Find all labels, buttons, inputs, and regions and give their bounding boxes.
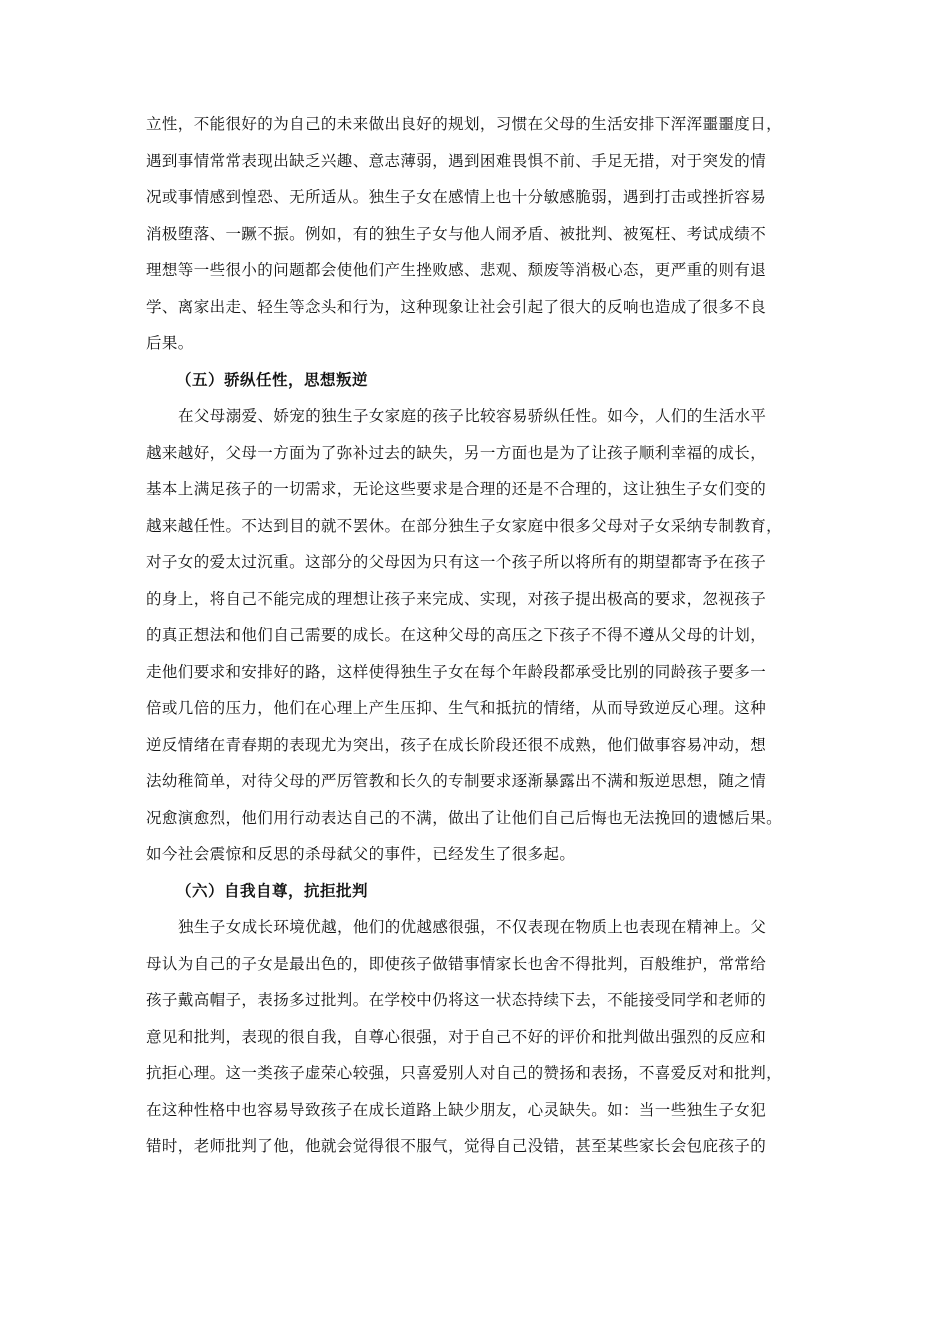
paragraph-line: 逆反情绪在青春期的表现尤为突出，孩子在成长阶段还很不成熟，他们做事容易冲动，想 [146,736,767,754]
section-heading: （五）骄纵任性，思想叛逆 [176,371,369,389]
paragraph-line: 对子女的爱太过沉重。这部分的父母因为只有这一个孩子所以将所有的期望都寄予在孩子 [146,553,767,571]
paragraph-line: 母认为自己的子女是最出色的，即使孩子做错事情家长也舍不得批判，百般维护，常常给 [146,955,767,973]
paragraph-line: 法幼稚简单，对待父母的严厉管教和长久的专制要求逐渐暴露出不满和叛逆思想，随之情 [146,772,767,790]
paragraph-line: 学、离家出走、轻生等念头和行为，这种现象让社会引起了很大的反响也造成了很多不良 [146,298,767,316]
paragraph-line: 在这种性格中也容易导致孩子在成长道路上缺少朋友，心灵缺失。如：当一些独生子女犯 [146,1101,767,1119]
paragraph-line: 在父母溺爱、娇宠的独生子女家庭的孩子比较容易骄纵任性。如今，人们的生活水平 [178,407,767,425]
paragraph-line: 如今社会震惊和反思的杀母弑父的事件，已经发生了很多起。 [146,845,576,863]
paragraph-line: 的真正想法和他们自己需要的成长。在这种父母的高压之下孩子不得不遵从父母的计划， [146,626,767,644]
paragraph-line: 意见和批判，表现的很自我，自尊心很强，对于自己不好的评价和批判做出强烈的反应和 [146,1028,767,1046]
paragraph-line: 理想等一些很小的问题都会使他们产生挫败感、悲观、颓废等消极心态，更严重的则有退 [146,261,767,279]
paragraph-line: 立性，不能很好的为自己的未来做出良好的规划，习惯在父母的生活安排下浑浑噩噩度日， [146,115,783,133]
paragraph-line: 的身上，将自己不能完成的理想让孩子来完成、实现，对孩子提出极高的要求，忽视孩子 [146,590,767,608]
paragraph-line: 况或事情感到惶恐、无所适从。独生子女在感情上也十分敏感脆弱，遇到打击或挫折容易 [146,188,767,206]
section-heading: （六）自我自尊，抗拒批判 [176,882,369,900]
paragraph-line: 况愈演愈烈，他们用行动表达自己的不满，做出了让他们自己后悔也无法挽回的遗憾后果。 [146,809,783,827]
paragraph-line: 越来越好，父母一方面为了弥补过去的缺失，另一方面也是为了让孩子顺利幸福的成长， [146,444,767,462]
paragraph-line: 孩子戴高帽子，表扬多过批判。在学校中仍将这一状态持续下去，不能接受同学和老师的 [146,991,767,1009]
paragraph-line: 倍或几倍的压力，他们在心理上产生压抑、生气和抵抗的情绪，从而导致逆反心理。这种 [146,699,767,717]
paragraph-line: 独生子女成长环境优越，他们的优越感很强，不仅表现在物质上也表现在精神上。父 [178,918,767,936]
paragraph-line: 遇到事情常常表现出缺乏兴趣、意志薄弱，遇到困难畏惧不前、手足无措，对于突发的情 [146,152,767,170]
paragraph-line: 抗拒心理。这一类孩子虚荣心较强，只喜爱别人对自己的赞扬和表扬，不喜爱反对和批判， [146,1064,783,1082]
paragraph-line: 消极堕落、一蹶不振。例如，有的独生子女与他人闹矛盾、被批判、被冤枉、考试成绩不 [146,225,767,243]
paragraph-line: 越来越任性。不达到目的就不罢休。在部分独生子女家庭中很多父母对子女采纳专制教育， [146,517,783,535]
paragraph-line: 错时，老师批判了他，他就会觉得很不服气，觉得自己没错，甚至某些家长会包庇孩子的 [146,1137,767,1155]
paragraph-line: 基本上满足孩子的一切需求，无论这些要求是合理的还是不合理的，这让独生子女们变的 [146,480,767,498]
paragraph-line: 后果。 [146,334,194,352]
paragraph-line: 走他们要求和安排好的路，这样使得独生子女在每个年龄段都承受比别的同龄孩子要多一 [146,663,767,681]
